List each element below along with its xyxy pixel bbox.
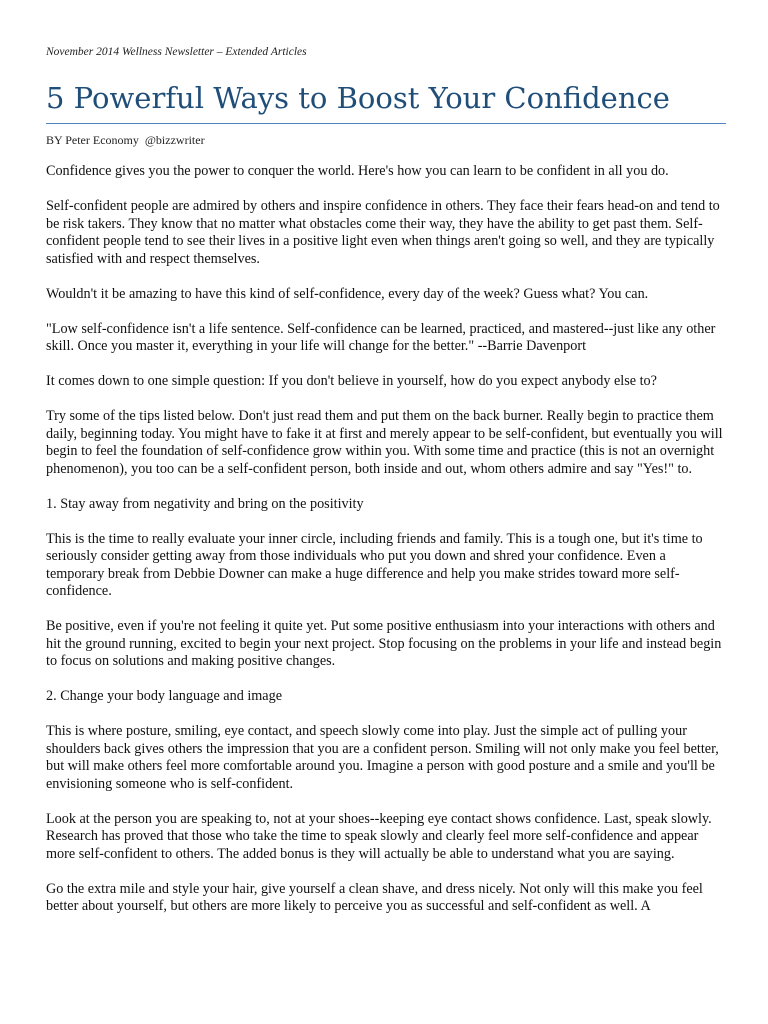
paragraph: Look at the person you are speaking to, not at your shoes--keeping eye contact shows confidence. Last, speak slowly. Research has proved that those who take the time to speak slowly and clearly feel more self-confidence and appear more self-confident to others. The added bonus is they will actually be able to understand what you are saying. (46, 810, 712, 862)
article-byline: BY Peter Economy @bizzwriter (46, 133, 205, 147)
article-body (46, 163, 726, 933)
paragraph: Try some of the tips listed below. Don't just read them and put them on the back burner. Really begin to practice them daily, beginning today. You might have to fake it at first and merely appear to be self-confident, but eventually you will begin to feel the foundation of self-confidence grow within you. With some time and practice (this is not an overnight phenomenon), you too can be a self-confident person, both inside and out, whom others admire and say "Yes!" to. (46, 408, 723, 477)
article-title: 5 Powerful Ways to Boost Your Confidence (46, 78, 726, 124)
paragraph: This is the time to really evaluate your inner circle, including friends and family. This is a tough one, but it's time to seriously consider getting away from those individuals who put you down and shred your confidence. Even a temporary break from Debbie Downer can make a huge difference and help you make strides toward more self-confidence. (46, 530, 703, 599)
newsletter-header: November 2014 Wellness Newsletter – Extended Articles (46, 46, 307, 58)
paragraph: Confidence gives you the power to conquer the world. Here's how you can learn to be confident in all you do. (46, 163, 669, 179)
quote-paragraph: "Low self-confidence isn't a life sentence. Self-confidence can be learned, practiced, and mastered--just like any other skill. Once you master it, everything in your life will change for the better." --Barrie Davenport (46, 320, 716, 354)
section-heading: 2. Change your body language and image (46, 688, 282, 704)
paragraph: This is where posture, smiling, eye contact, and speech slowly come into play. Just the simple act of pulling your shoulders back gives others the impression that you are a confident person. Smiling will not only make you feel better, but will make others feel more comfortable around you. Imagine a person with good posture and a smile and you'll be envisioning someone who is self-confident. (46, 723, 719, 792)
section-heading: 1. Stay away from negativity and bring on the positivity (46, 495, 364, 512)
paragraph: It comes down to one simple question: If you don't believe in yourself, how do you expect anybody else to? (46, 373, 657, 389)
paragraph: Be positive, even if you're not feeling it quite yet. Put some positive enthusiasm into your interactions with others and hit the ground running, excited to begin your next project. Stop focusing on the problems in your life and instead begin to focus on solutions and making positive changes. (46, 618, 722, 669)
paragraph: Self-confident people are admired by others and inspire confidence in others. They face their fears head-on and tend to be risk takers. They know that no matter what obstacles come their way, they have the ability to get past them. Self-confident people tend to see their lives in a positive light even when things aren't going so well, and they are typically satisfied with and respect themselves. (46, 198, 720, 267)
paragraph: Wouldn't it be amazing to have this kind of self-confidence, every day of the week? Guess what? You can. (46, 285, 649, 302)
paragraph: Go the extra mile and style your hair, give yourself a clean shave, and dress nicely. Not only will this make you feel better about yourself, but others are more likely to perceive you as successful and self-confident as well. A (46, 880, 703, 914)
